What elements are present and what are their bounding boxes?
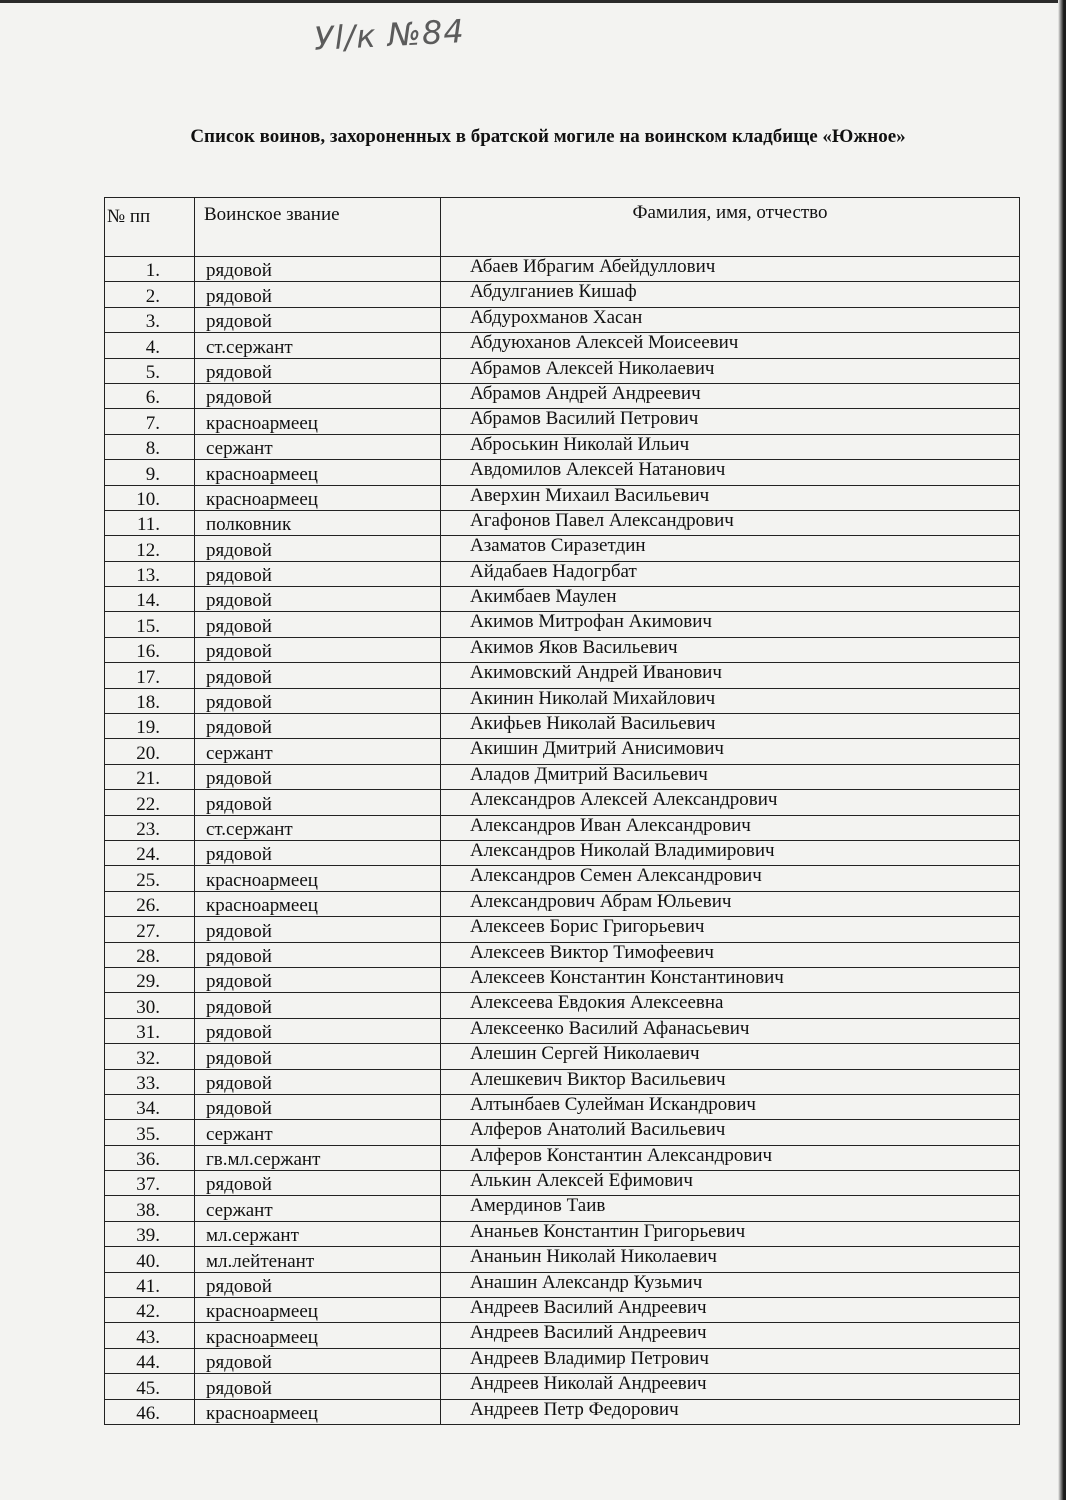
row-rank: рядовой [195, 790, 441, 815]
table-row [105, 1018, 1020, 1043]
table-row [105, 663, 1020, 688]
row-number: 2. [105, 282, 195, 307]
row-number: 37. [105, 1171, 195, 1196]
scan-top-edge [0, 0, 1066, 3]
row-name: Аладов Дмитрий Васильевич [441, 764, 1020, 789]
row-name: Азаматов Сиразетдин [441, 536, 1020, 561]
row-name: Алтынбаев Сулейман Искандрович [441, 1094, 1020, 1119]
row-rank: рядовой [195, 1069, 441, 1094]
row-rank: рядовой [195, 764, 441, 789]
table-row [105, 942, 1020, 967]
table-row [105, 536, 1020, 561]
row-number: 22. [105, 790, 195, 815]
row-number: 44. [105, 1348, 195, 1373]
table-row [105, 917, 1020, 942]
table-row [105, 358, 1020, 383]
row-name: Алешкевич Виктор Васильевич [441, 1069, 1020, 1094]
row-rank: рядовой [195, 1094, 441, 1119]
table-row [105, 688, 1020, 713]
table-row [105, 1069, 1020, 1094]
table-row [105, 1196, 1020, 1221]
row-number: 23. [105, 815, 195, 840]
row-rank: рядовой [195, 840, 441, 865]
row-rank: рядовой [195, 942, 441, 967]
row-number: 7. [105, 409, 195, 434]
row-rank: ст.сержант [195, 815, 441, 840]
table-row [105, 1094, 1020, 1119]
table-row [105, 409, 1020, 434]
row-name: Александров Иван Александрович [441, 815, 1020, 840]
row-name: Алексеев Виктор Тимофеевич [441, 942, 1020, 967]
row-number: 38. [105, 1196, 195, 1221]
row-number: 14. [105, 587, 195, 612]
row-name: Андреев Василий Андреевич [441, 1323, 1020, 1348]
table-row [105, 866, 1020, 891]
row-number: 42. [105, 1298, 195, 1323]
row-number: 18. [105, 688, 195, 713]
row-name: Андреев Петр Федорович [441, 1399, 1020, 1424]
row-rank: рядовой [195, 561, 441, 586]
row-number: 15. [105, 612, 195, 637]
row-rank: сержант [195, 434, 441, 459]
row-name: Алексеев Борис Григорьевич [441, 917, 1020, 942]
row-rank: рядовой [195, 612, 441, 637]
table-row [105, 333, 1020, 358]
row-name: Абаев Ибрагим Абейдуллович [441, 257, 1020, 282]
table-row [105, 790, 1020, 815]
row-name: Алешин Сергей Николаевич [441, 1044, 1020, 1069]
row-number: 25. [105, 866, 195, 891]
table-row [105, 282, 1020, 307]
row-number: 19. [105, 714, 195, 739]
row-number: 17. [105, 663, 195, 688]
row-name: Агафонов Павел Александрович [441, 510, 1020, 535]
table-row [105, 1171, 1020, 1196]
table-row [105, 1348, 1020, 1373]
row-rank: мл.лейтенант [195, 1247, 441, 1272]
row-number: 10. [105, 485, 195, 510]
row-number: 5. [105, 358, 195, 383]
burial-list-table [104, 197, 1020, 1425]
row-rank: рядовой [195, 358, 441, 383]
table-header-row [105, 198, 1020, 257]
row-number: 30. [105, 993, 195, 1018]
row-name: Ананьев Константин Григорьевич [441, 1221, 1020, 1246]
row-rank: красноармеец [195, 409, 441, 434]
table-row [105, 1272, 1020, 1297]
row-name: Абрамов Василий Петрович [441, 409, 1020, 434]
row-rank: рядовой [195, 993, 441, 1018]
row-rank: красноармеец [195, 1298, 441, 1323]
row-rank: красноармеец [195, 485, 441, 510]
table-row [105, 1145, 1020, 1170]
table-row [105, 840, 1020, 865]
row-name: Акишин Дмитрий Анисимович [441, 739, 1020, 764]
row-name: Алферов Анатолий Васильевич [441, 1120, 1020, 1145]
row-rank: красноармеец [195, 891, 441, 916]
row-number: 20. [105, 739, 195, 764]
table-row [105, 637, 1020, 662]
row-number: 34. [105, 1094, 195, 1119]
row-name: Абрамов Алексей Николаевич [441, 358, 1020, 383]
row-number: 29. [105, 967, 195, 992]
table-row [105, 485, 1020, 510]
table-row [105, 1120, 1020, 1145]
row-rank: рядовой [195, 282, 441, 307]
table-row [105, 1247, 1020, 1272]
table-row [105, 967, 1020, 992]
row-number: 11. [105, 510, 195, 535]
row-name: Александрович Абрам Юльевич [441, 891, 1020, 916]
table-row [105, 434, 1020, 459]
row-name: Акинин Николай Михайлович [441, 688, 1020, 713]
row-number: 39. [105, 1221, 195, 1246]
row-rank: рядовой [195, 1374, 441, 1399]
row-number: 40. [105, 1247, 195, 1272]
row-number: 6. [105, 383, 195, 408]
row-name: Алферов Константин Александрович [441, 1145, 1020, 1170]
scan-right-edge [1058, 0, 1066, 1500]
row-number: 4. [105, 333, 195, 358]
row-name: Аброськин Николай Ильич [441, 434, 1020, 459]
row-rank: рядовой [195, 637, 441, 662]
row-name: Абдурохманов Хасан [441, 307, 1020, 332]
table-row [105, 510, 1020, 535]
row-number: 36. [105, 1145, 195, 1170]
row-name: Александров Николай Владимирович [441, 840, 1020, 865]
table-row [105, 612, 1020, 637]
row-number: 32. [105, 1044, 195, 1069]
table-body [105, 257, 1020, 1425]
table-row [105, 891, 1020, 916]
row-number: 3. [105, 307, 195, 332]
row-number: 31. [105, 1018, 195, 1043]
row-number: 8. [105, 434, 195, 459]
table-row [105, 307, 1020, 332]
row-rank: рядовой [195, 1044, 441, 1069]
row-name: Акимовский Андрей Иванович [441, 663, 1020, 688]
row-rank: рядовой [195, 714, 441, 739]
table-row [105, 1399, 1020, 1424]
row-number: 35. [105, 1120, 195, 1145]
row-name: Акимбаев Маулен [441, 587, 1020, 612]
row-rank: рядовой [195, 257, 441, 282]
row-name: Алексеев Константин Константинович [441, 967, 1020, 992]
row-name: Андреев Владимир Петрович [441, 1348, 1020, 1373]
row-rank: рядовой [195, 536, 441, 561]
row-name: Андреев Василий Андреевич [441, 1298, 1020, 1323]
row-rank: рядовой [195, 1018, 441, 1043]
row-rank: красноармеец [195, 866, 441, 891]
table-row [105, 1221, 1020, 1246]
row-name: Айдабаев Надогрбат [441, 561, 1020, 586]
header-name: Фамилия, имя, отчество [441, 198, 1020, 257]
row-rank: рядовой [195, 688, 441, 713]
row-name: Авдомилов Алексей Натанович [441, 460, 1020, 485]
table-row [105, 1374, 1020, 1399]
row-rank: рядовой [195, 383, 441, 408]
document-title: Список воинов, захороненных в братской могиле на воинском кладбище «Южное» [190, 126, 906, 147]
row-rank: рядовой [195, 1348, 441, 1373]
table-row [105, 257, 1020, 282]
row-number: 33. [105, 1069, 195, 1094]
row-number: 46. [105, 1399, 195, 1424]
row-number: 26. [105, 891, 195, 916]
row-number: 1. [105, 257, 195, 282]
row-number: 9. [105, 460, 195, 485]
row-rank: красноармеец [195, 460, 441, 485]
row-rank: рядовой [195, 307, 441, 332]
table-row [105, 587, 1020, 612]
row-name: Абдуюханов Алексей Моисеевич [441, 333, 1020, 358]
row-number: 16. [105, 637, 195, 662]
row-name: Ананьин Николай Николаевич [441, 1247, 1020, 1272]
row-number: 21. [105, 764, 195, 789]
table-row [105, 561, 1020, 586]
row-name: Акифьев Николай Васильевич [441, 714, 1020, 739]
row-name: Алексеева Евдокия Алексеевна [441, 993, 1020, 1018]
row-rank: красноармеец [195, 1399, 441, 1424]
row-rank: сержант [195, 1196, 441, 1221]
row-name: Александров Алексей Александрович [441, 790, 1020, 815]
header-rank: Воинское звание [195, 198, 441, 257]
header-number: № пп [105, 198, 195, 257]
row-rank: полковник [195, 510, 441, 535]
row-rank: рядовой [195, 1171, 441, 1196]
handwritten-note: Уl/к №84 [313, 12, 466, 58]
row-rank: рядовой [195, 663, 441, 688]
table-row [105, 815, 1020, 840]
row-number: 24. [105, 840, 195, 865]
row-rank: гв.мл.сержант [195, 1145, 441, 1170]
table-row [105, 1323, 1020, 1348]
row-name: Алькин Алексей Ефимович [441, 1171, 1020, 1196]
row-number: 41. [105, 1272, 195, 1297]
table-row [105, 460, 1020, 485]
table-row [105, 383, 1020, 408]
row-name: Анашин Александр Кузьмич [441, 1272, 1020, 1297]
row-rank: рядовой [195, 917, 441, 942]
row-name: Абдулганиев Кишаф [441, 282, 1020, 307]
table-row [105, 1044, 1020, 1069]
table-row [105, 764, 1020, 789]
row-number: 13. [105, 561, 195, 586]
table-row [105, 993, 1020, 1018]
row-rank: рядовой [195, 587, 441, 612]
row-number: 27. [105, 917, 195, 942]
row-name: Александров Семен Александрович [441, 866, 1020, 891]
row-rank: сержант [195, 739, 441, 764]
row-rank: рядовой [195, 1272, 441, 1297]
table-row [105, 1298, 1020, 1323]
row-number: 45. [105, 1374, 195, 1399]
row-name: Аверхин Михаил Васильевич [441, 485, 1020, 510]
row-name: Андреев Николай Андреевич [441, 1374, 1020, 1399]
row-name: Амердинов Таив [441, 1196, 1020, 1221]
row-name: Акимов Яков Васильевич [441, 637, 1020, 662]
row-rank: ст.сержант [195, 333, 441, 358]
row-rank: рядовой [195, 967, 441, 992]
row-rank: сержант [195, 1120, 441, 1145]
row-rank: мл.сержант [195, 1221, 441, 1246]
row-number: 43. [105, 1323, 195, 1348]
row-number: 28. [105, 942, 195, 967]
row-name: Алексеенко Василий Афанасьевич [441, 1018, 1020, 1043]
row-name: Акимов Митрофан Акимович [441, 612, 1020, 637]
row-name: Абрамов Андрей Андреевич [441, 383, 1020, 408]
row-number: 12. [105, 536, 195, 561]
table-row [105, 739, 1020, 764]
row-rank: красноармеец [195, 1323, 441, 1348]
table-row [105, 714, 1020, 739]
